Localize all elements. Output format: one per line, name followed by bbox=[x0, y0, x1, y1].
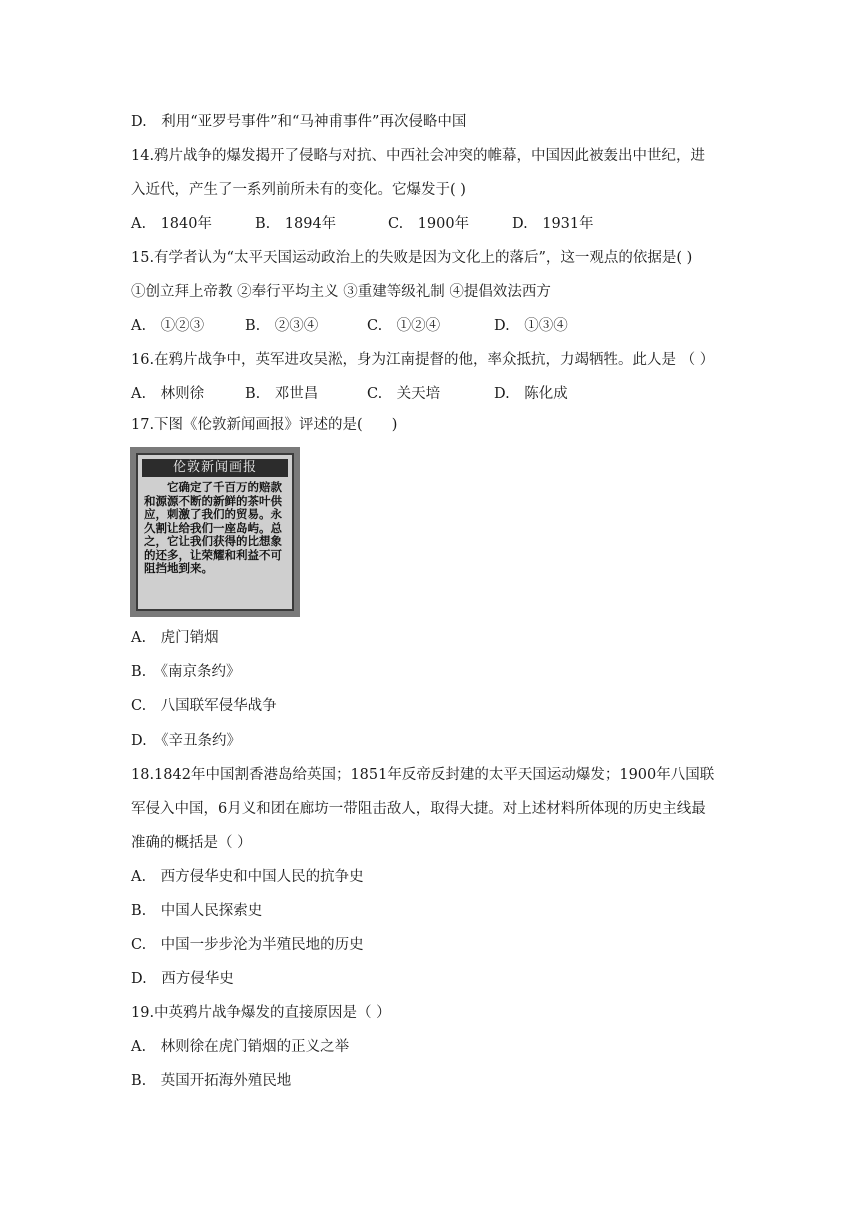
question-18-option-b: B. 中国人民探索史 bbox=[131, 903, 263, 919]
question-17-option-a: A. 虎门销烟 bbox=[131, 630, 219, 646]
question-15-option-b: B. ②③④ bbox=[245, 318, 319, 334]
question-19-option-a: A. 林则徐在虎门销烟的正义之举 bbox=[131, 1039, 350, 1055]
question-19-option-b: B. 英国开拓海外殖民地 bbox=[131, 1073, 292, 1089]
question-14-stem-cont: 入近代，产生了一系列前所未有的变化。它爆发于( ) bbox=[131, 182, 466, 198]
question-15-option-a: A. ①②③ bbox=[131, 318, 205, 334]
question-15-items: ①创立拜上帝教 ②奉行平均主义 ③重建等级礼制 ④提倡效法西方 bbox=[131, 284, 551, 300]
question-14-stem: 14.鸦片战争的爆发揭开了侵略与对抗、中西社会冲突的帷幕，中国因此被轰出中世纪，进 bbox=[131, 148, 706, 164]
question-14-option-a: A. 1840年 bbox=[131, 216, 212, 232]
question-15-option-c: C. ①②④ bbox=[367, 318, 441, 334]
question-18-stem-cont: 军侵入中国，6月义和团在廊坊一带阻击敌人，取得大捷。对上述材料所体现的历史主线最 bbox=[131, 801, 706, 817]
question-17-option-b: B. 《南京条约》 bbox=[131, 664, 241, 680]
question-14-option-c: C. 1900年 bbox=[388, 216, 470, 232]
question-14-option-b: B. 1894年 bbox=[255, 216, 337, 232]
question-18-option-a: A. 西方侵华史和中国人民的抗争史 bbox=[131, 869, 364, 885]
question-14-option-d: D. 1931年 bbox=[512, 216, 594, 232]
figure-body-text: 它确定了千百万的赔款和源源不断的新鲜的茶叶供应，刺激了我们的贸易。永久割让给我们一座岛屿。总之，它让我们获得的比想象的还多，让荣耀和利益不可阻挡地到来。 bbox=[144, 480, 282, 575]
question-15-stem: 15.有学者认为“太平天国运动政治上的失败是因为文化上的落后”，这一观点的依据是( ) bbox=[131, 250, 693, 266]
question-17-stem: 17.下图《伦敦新闻画报》评述的是( ) bbox=[131, 417, 398, 433]
figure-header: 伦敦新闻画报 bbox=[142, 459, 288, 477]
question-18-stem-end: 准确的概括是（ ） bbox=[131, 835, 252, 851]
question-16-option-c: C. 关天培 bbox=[367, 386, 441, 402]
question-19-stem: 19.中英鸦片战争爆发的直接原因是（ ） bbox=[131, 1005, 391, 1021]
question-15-option-d: D. ①③④ bbox=[494, 318, 568, 334]
question-18-stem: 18.1842年中国割香港岛给英国；1851年反帝反封建的太平天国运动爆发；1900年八国联 bbox=[131, 767, 715, 783]
question-18-option-d: D. 西方侵华史 bbox=[131, 971, 234, 987]
question-13-option-d: D. 利用“亚罗号事件”和“马神甫事件”再次侵略中国 bbox=[131, 114, 467, 130]
question-18-option-c: C. 中国一步步沦为半殖民地的历史 bbox=[131, 937, 364, 953]
question-17-option-c: C. 八国联军侵华战争 bbox=[131, 698, 277, 714]
figure-frame bbox=[136, 453, 294, 611]
question-16-stem: 16.在鸦片战争中，英军进攻吴淞，身为江南提督的他，率众抵抗，力竭牺牲。此人是 （ ） bbox=[131, 352, 715, 368]
question-16-option-b: B. 邓世昌 bbox=[245, 386, 319, 402]
london-news-figure bbox=[130, 447, 300, 617]
question-16-option-a: A. 林则徐 bbox=[131, 386, 205, 402]
question-17-option-d: D. 《辛丑条约》 bbox=[131, 733, 241, 749]
question-16-option-d: D. 陈化成 bbox=[494, 386, 568, 402]
